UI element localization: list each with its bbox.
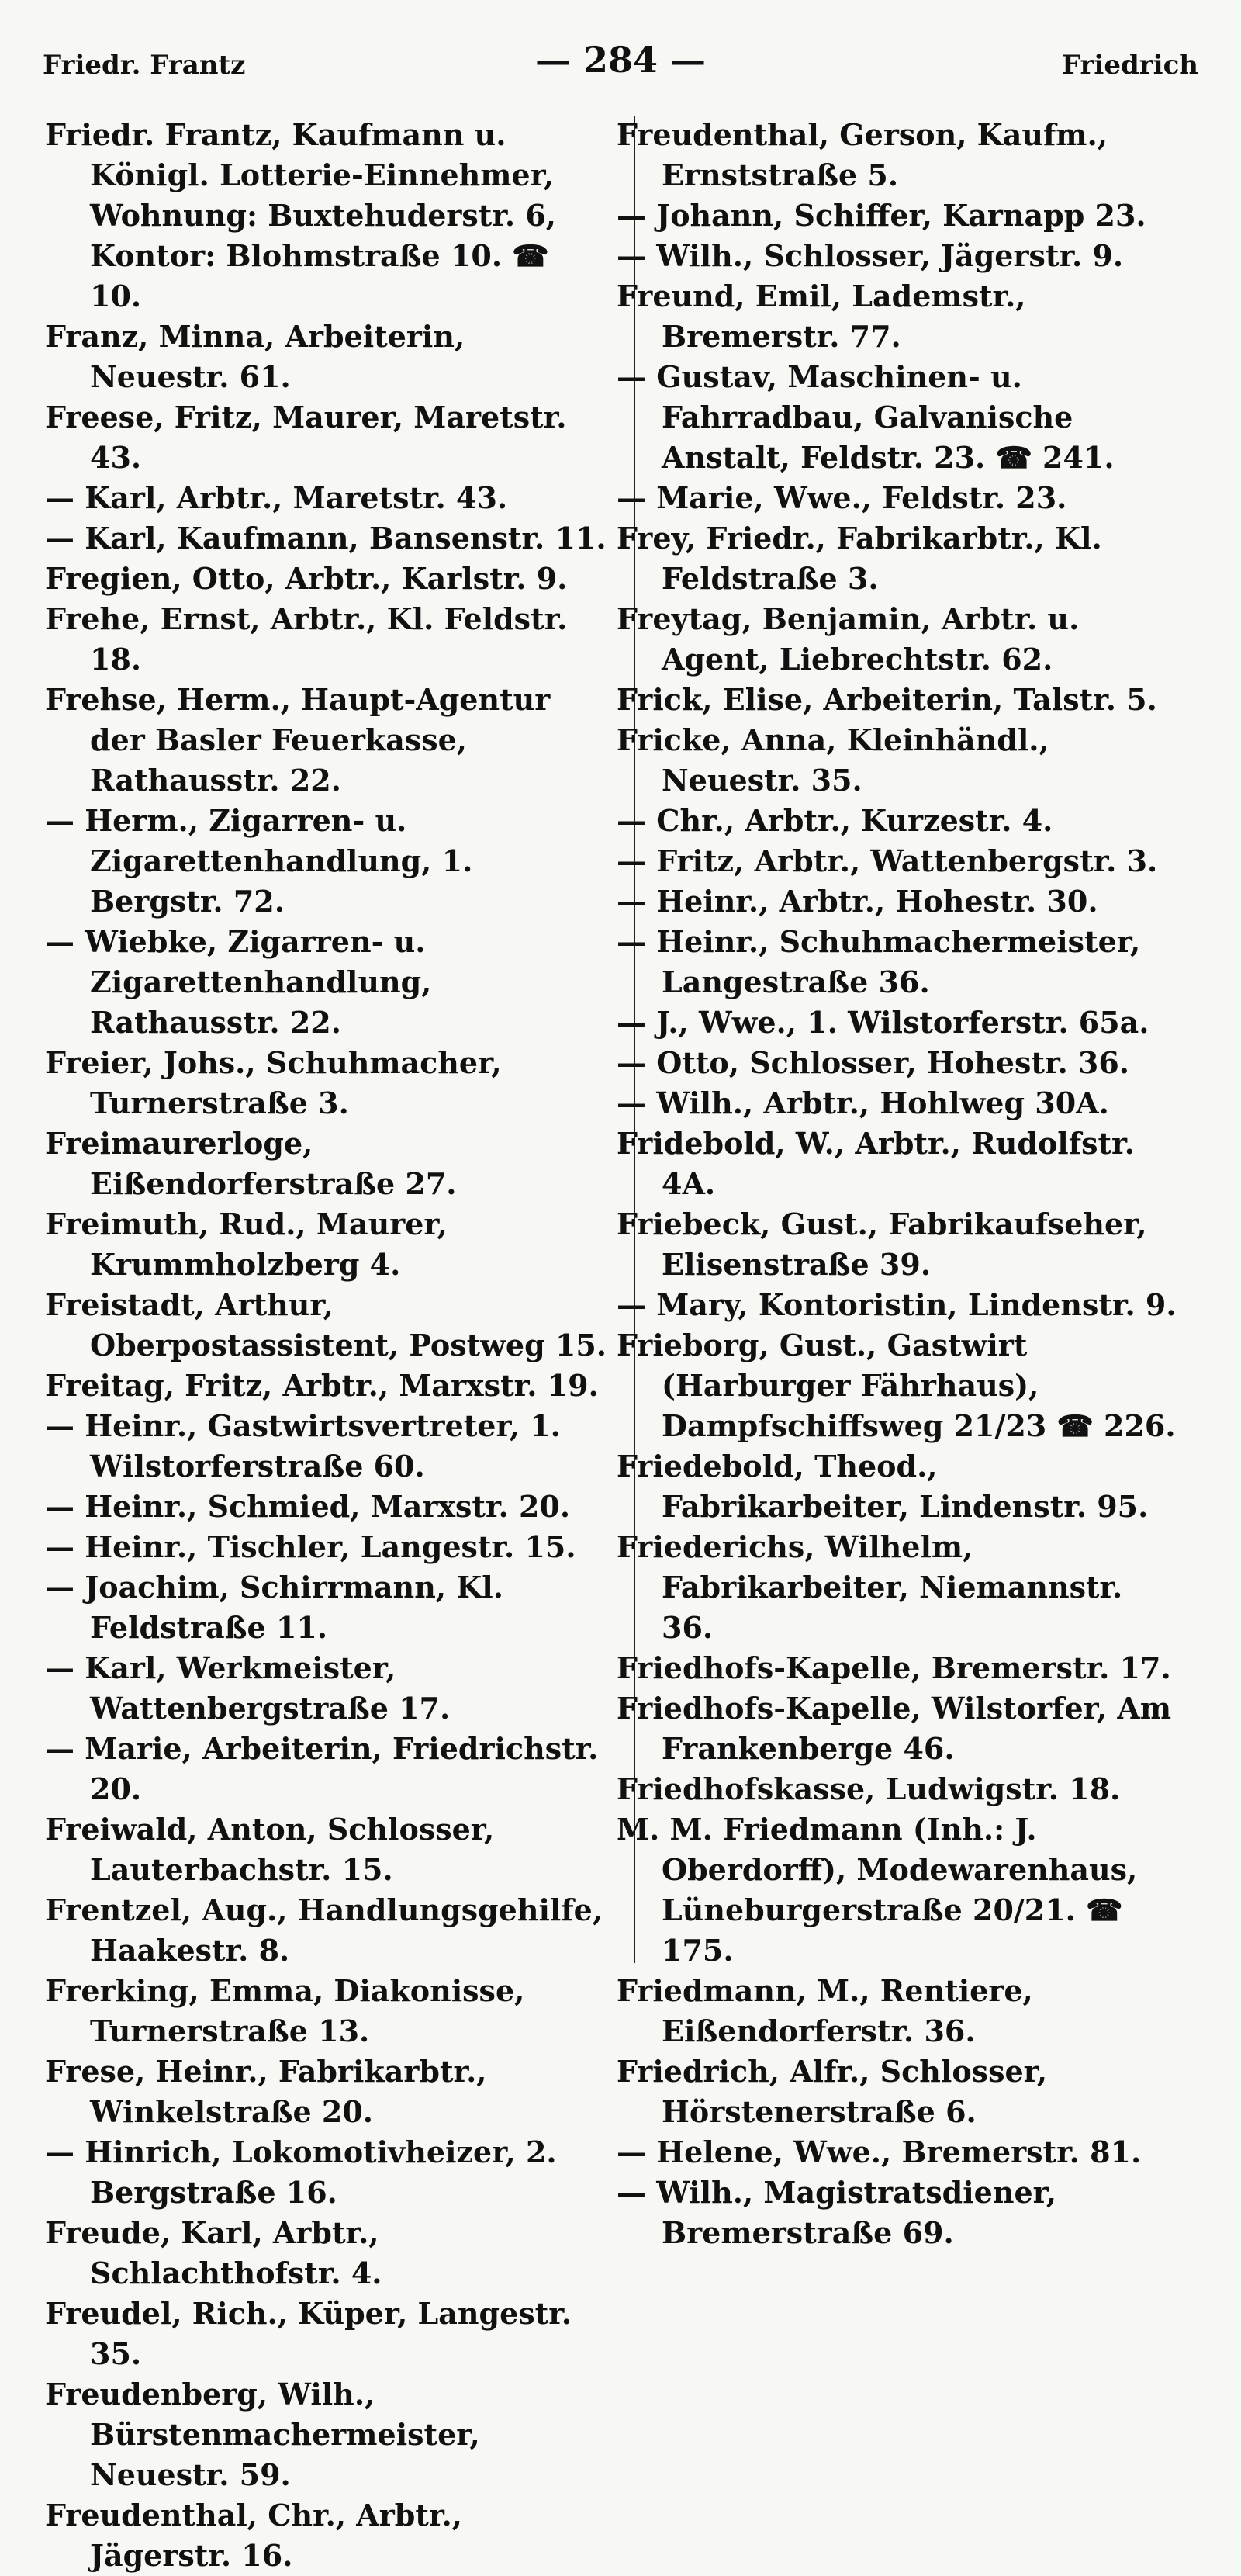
directory-entry: Freund, Emil, Lademstr., Bremerstr. 77. [617, 279, 1026, 354]
directory-entry: Friedrich, Alfr., Schlosser, Hörstenerstraße 6. [617, 2054, 1048, 2129]
directory-entry: Frese, Heinr., Fabrikarbtr., Winkelstraße 20. [45, 2054, 487, 2129]
directory-entry: Frentzel, Aug., Handlungsgehilfe, Haakestr. 8. [45, 1892, 603, 1968]
directory-entry: — Marie, Wwe., Feldstr. 23. [617, 480, 1067, 515]
directory-entry: Friebeck, Gust., Fabrikaufseher, Elisenstraße 39. [617, 1207, 1147, 1282]
directory-entry: Fridebold, W., Arbtr., Rudolfstr. 4A. [617, 1126, 1135, 1201]
directory-entry: Freiwald, Anton, Schlosser, Lauterbachstr. 15. [45, 1812, 495, 1887]
directory-entry: — Wilh., Schlosser, Jägerstr. 9. [617, 238, 1124, 273]
directory-entry: — Karl, Werkmeister, Wattenbergstraße 17. [45, 1650, 451, 1726]
directory-entry: Franz, Minna, Arbeiterin, Neuestr. 61. [45, 319, 465, 394]
directory-entry: — Helene, Wwe., Bremerstr. 81. [617, 2135, 1142, 2169]
directory-entry: — Joachim, Schirrmann, Kl. Feldstraße 11. [45, 1570, 503, 1645]
directory-entry: Frey, Friedr., Fabrikarbtr., Kl. Feldstraße 3. [617, 521, 1102, 596]
directory-entry: — J., Wwe., 1. Wilstorferstr. 65a. [617, 1005, 1149, 1040]
directory-entry: — Heinr., Schuhmachermeister, Langestraße 36. [617, 924, 1141, 999]
directory-entry: Freudenberg, Wilh., Bürstenmachermeister, Neuestr. 59. [45, 2377, 480, 2492]
directory-entry: Frerking, Emma, Diakonisse, Turnerstraße 13. [45, 1973, 525, 2048]
directory-entry: Freytag, Benjamin, Arbtr. u. Agent, Liebrechtstr. 62. [617, 601, 1080, 677]
directory-entry: Friedebold, Theod., Fabrikarbeiter, Lindenstr. 95. [617, 1449, 1149, 1524]
directory-entry: Frick, Elise, Arbeiterin, Talstr. 5. [617, 682, 1157, 717]
directory-entry: Frehse, Herm., Haupt-Agentur der Basler Feuerkasse, Rathausstr. 22. [45, 682, 551, 798]
directory-entry: Frieborg, Gust., Gastwirt (Harburger Fährhaus), Dampfschiffsweg 21/23 ☎ 226. [617, 1328, 1176, 1443]
running-head-left: Friedr. Frantz [43, 50, 246, 81]
left-column [45, 115, 607, 2576]
directory-entry: Friedr. Frantz, Kaufmann u. Königl. Lotterie-Einnehmer, Wohnung: Buxtehuderstr. 6, Kontor: Blohmstraße 10. ☎ 10. [45, 117, 557, 313]
directory-entry: Freude, Karl, Arbtr., Schlachthofstr. 4. [45, 2215, 382, 2290]
directory-entry: — Karl, Kaufmann, Bansenstr. 11. [45, 521, 607, 556]
directory-entry: — Gustav, Maschinen- u. Fahrradbau, Galvanische Anstalt, Feldstr. 23. ☎ 241. [617, 359, 1115, 475]
directory-entry: — Otto, Schlosser, Hohestr. 36. [617, 1045, 1130, 1080]
directory-entry: Freudenthal, Chr., Arbtr., Jägerstr. 16. [45, 2498, 462, 2573]
running-head-right: Friedrich [1061, 50, 1198, 81]
directory-entry: Frehe, Ernst, Arbtr., Kl. Feldstr. 18. [45, 601, 568, 677]
directory-entry: — Marie, Arbeiterin, Friedrichstr. 20. [45, 1731, 599, 1806]
directory-entry: Freudel, Rich., Küper, Langestr. 35. [45, 2296, 572, 2371]
directory-entry: Friedhofskasse, Ludwigstr. 18. [617, 1771, 1121, 1806]
directory-entry: M. M. Friedmann (Inh.: J. Oberdorff), Modewarenhaus, Lüneburgerstraße 20/21. ☎ 175. [617, 1812, 1138, 1968]
directory-entry: — Mary, Kontoristin, Lindenstr. 9. [617, 1287, 1177, 1322]
directory-entry: Friedhofs-Kapelle, Bremerstr. 17. [617, 1650, 1171, 1685]
directory-entry: — Heinr., Gastwirtsvertreter, 1. Wilstorferstraße 60. [45, 1408, 561, 1484]
page-number: — 284 — [534, 39, 707, 81]
directory-entry: — Heinr., Tischler, Langestr. 15. [45, 1529, 576, 1564]
directory-entry: Freimuth, Rud., Maurer, Krummholzberg 4. [45, 1207, 448, 1282]
directory-entry: Fregien, Otto, Arbtr., Karlstr. 9. [45, 561, 568, 596]
directory-entry: — Herm., Zigarren- u. Zigarettenhandlung, 1. Bergstr. 72. [45, 803, 473, 919]
directory-entry: Friedhofs-Kapelle, Wilstorfer, Am Frankenberge 46. [617, 1691, 1172, 1766]
directory-entry: — Karl, Arbtr., Maretstr. 43. [45, 480, 508, 515]
directory-entry: Fricke, Anna, Kleinhändl., Neuestr. 35. [617, 722, 1049, 798]
directory-entry: — Hinrich, Lokomotivheizer, 2. Bergstraße 16. [45, 2135, 557, 2210]
right-column [617, 115, 1179, 2253]
directory-entry: — Heinr., Arbtr., Hohestr. 30. [617, 884, 1098, 919]
directory-entry: — Heinr., Schmied, Marxstr. 20. [45, 1489, 571, 1524]
directory-entry: — Wilh., Magistratsdiener, Bremerstraße 69. [617, 2175, 1057, 2250]
directory-entry: Freier, Johs., Schuhmacher, Turnerstraße 3. [45, 1045, 502, 1120]
directory-entry: Freistadt, Arthur, Oberpostassistent, Postweg 15. [45, 1287, 607, 1362]
directory-entry: — Chr., Arbtr., Kurzestr. 4. [617, 803, 1053, 838]
directory-entry: — Johann, Schiffer, Karnapp 23. [617, 198, 1146, 233]
page-header [43, 39, 1198, 85]
directory-entry: Freitag, Fritz, Arbtr., Marxstr. 19. [45, 1368, 599, 1403]
directory-entry: — Wiebke, Zigarren- u. Zigarettenhandlung, Rathausstr. 22. [45, 924, 432, 1040]
directory-entry: Freudenthal, Gerson, Kaufm., Ernststraße 5. [617, 117, 1108, 192]
directory-entry: Freese, Fritz, Maurer, Maretstr. 43. [45, 400, 567, 475]
directory-entry: — Fritz, Arbtr., Wattenbergstr. 3. [617, 843, 1158, 878]
directory-entry: Friederichs, Wilhelm, Fabrikarbeiter, Niemannstr. 36. [617, 1529, 1123, 1645]
directory-entry: Freimaurerloge, Eißendorferstraße 27. [45, 1126, 457, 1201]
directory-entry: — Wilh., Arbtr., Hohlweg 30A. [617, 1085, 1109, 1120]
directory-entry: Friedmann, M., Rentiere, Eißendorferstr. 36. [617, 1973, 1033, 2048]
